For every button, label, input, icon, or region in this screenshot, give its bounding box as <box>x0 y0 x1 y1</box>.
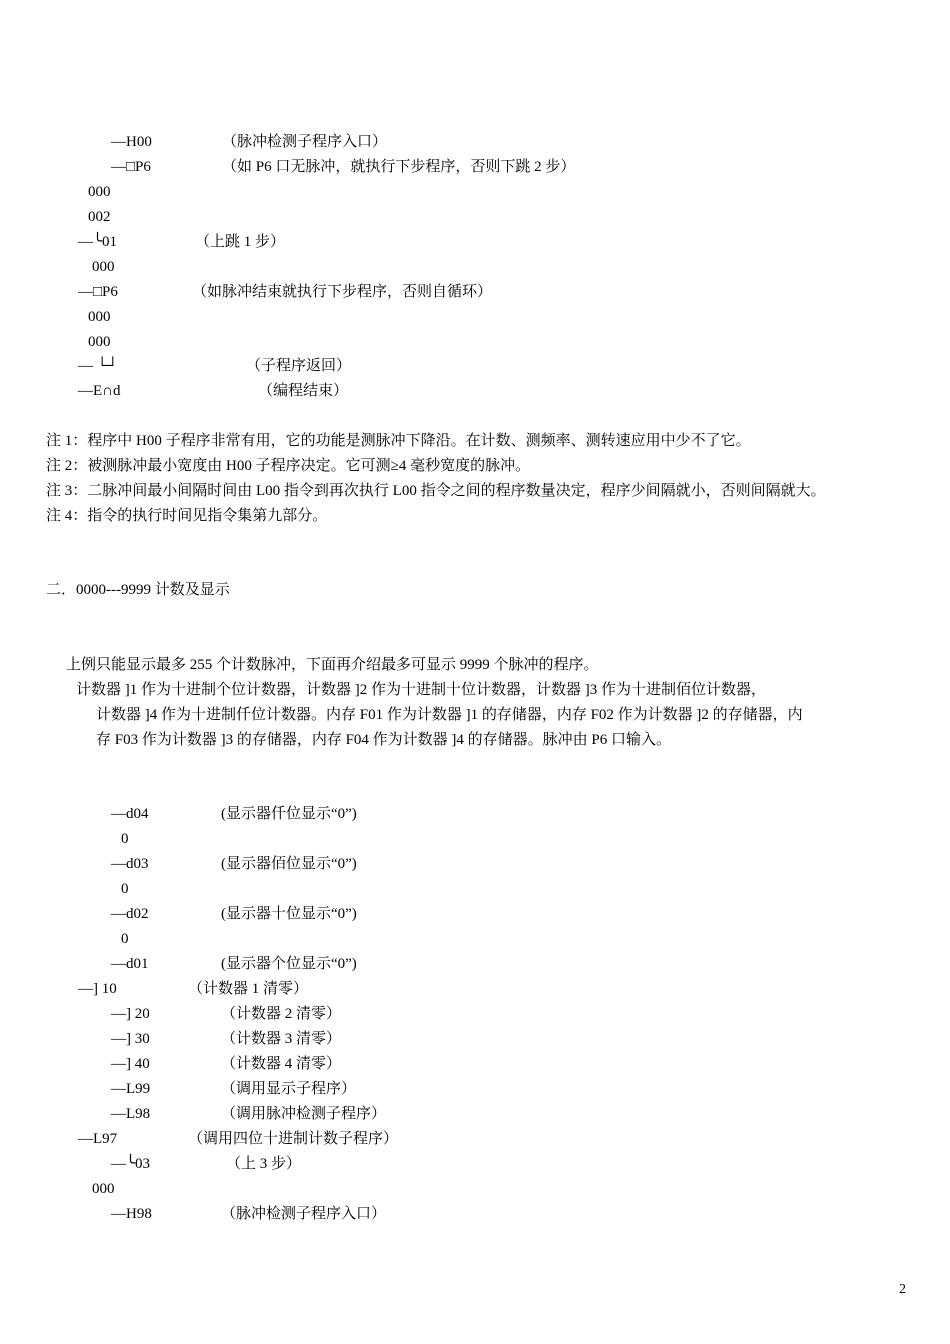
code-line: —L97 <box>78 1131 118 1147</box>
code-comment: （计数器 4 清零） <box>221 1056 342 1072</box>
code-line: 002 <box>88 209 111 225</box>
code-line: —] 10 <box>78 981 117 997</box>
code-line: —d02 <box>111 906 149 922</box>
code-comment: （上 3 步） <box>226 1156 302 1172</box>
code-comment: （计数器 2 清零） <box>221 1006 342 1022</box>
code-comment: （调用四位十进制计数子程序） <box>188 1131 399 1147</box>
paragraph-line: 计数器 ]1 作为十进制个位计数器，计数器 ]2 作为十进制十位计数器，计数器 ]3 作为十进制佰位计数器， <box>76 682 766 698</box>
code-line: —□P6 <box>111 159 151 175</box>
paragraph-line: 存 F03 作为计数器 ]3 的存储器，内存 F04 作为计数器 ]4 的存储器。脉冲由 P6 口输入。 <box>96 732 672 748</box>
code-line: 0 <box>121 831 129 847</box>
paragraph-line: 计数器 ]4 作为十进制仟位计数器。内存 F01 作为计数器 ]1 的存储器，内存 F02 作为计数器 ]2 的存储器，内 <box>96 707 803 723</box>
code-line: —H98 <box>111 1206 152 1222</box>
code-comment: （子程序返回） <box>246 358 352 374</box>
note-line: 注 2：被测脉冲最小宽度由 H00 子程序决定。它可测≥4 毫秒宽度的脉冲。 <box>46 458 531 474</box>
code-line: —L99 <box>111 1081 151 1097</box>
code-line: 000 <box>88 334 111 350</box>
paragraph-line: 上例只能显示最多 255 个计数脉冲，下面再介绍最多可显示 9999 个脉冲的程序。 <box>66 657 599 673</box>
code-line: 0 <box>121 881 129 897</box>
code-line: 000 <box>92 1181 115 1197</box>
code-line: —H00 <box>111 134 152 150</box>
code-comment: (显示器个位显示“0”) <box>221 956 357 972</box>
code-line: 000 <box>88 184 111 200</box>
page-number: 2 <box>899 1282 906 1297</box>
code-comment: （脉冲检测子程序入口） <box>221 1206 387 1222</box>
section-heading: 二．0000---9999 计数及显示 <box>46 582 230 598</box>
code-comment: (显示器仟位显示“0”) <box>221 806 357 822</box>
code-comment: （计数器 1 清零） <box>188 981 309 997</box>
note-line: 注 3：二脉冲间最小间隔时间由 L00 指令到再次执行 L00 指令之间的程序数量决定，程序少间隔就小，否则间隔就大。 <box>46 483 826 499</box>
code-line: —d01 <box>111 956 149 972</box>
code-line: 000 <box>88 309 111 325</box>
code-line: —] 20 <box>111 1006 150 1022</box>
code-line: — └┘ <box>78 358 119 374</box>
code-line: —d04 <box>111 806 149 822</box>
code-line: —□P6 <box>78 284 118 300</box>
code-comment: （编程结束） <box>258 383 349 399</box>
code-comment: （调用脉冲检测子程序） <box>221 1106 387 1122</box>
code-comment: （调用显示子程序） <box>221 1081 357 1097</box>
code-line: 000 <box>92 259 115 275</box>
note-line: 注 4：指令的执行时间见指令集第九部分。 <box>46 508 328 524</box>
note-line: 注 1：程序中 H00 子程序非常有用，它的功能是测脉冲下降沿。在计数、测频率、测转速应用中少不了它。 <box>46 433 751 449</box>
code-line: —╰01 <box>78 234 118 250</box>
code-line: —E∩d <box>78 383 121 399</box>
code-comment: （如脉冲结束就执行下步程序，否则自循环） <box>192 284 493 300</box>
code-comment: （如 P6 口无脉冲，就执行下步程序，否则下跳 2 步） <box>222 159 576 175</box>
code-line: —╰03 <box>111 1156 151 1172</box>
code-comment: （上跳 1 步） <box>195 234 286 250</box>
code-line: —] 40 <box>111 1056 150 1072</box>
code-line: 0 <box>121 931 129 947</box>
code-comment: (显示器佰位显示“0”) <box>221 856 357 872</box>
code-comment: （计数器 3 清零） <box>221 1031 342 1047</box>
code-comment: (显示器十位显示“0”) <box>221 906 357 922</box>
code-comment: （脉冲检测子程序入口） <box>222 134 388 150</box>
code-line: —] 30 <box>111 1031 150 1047</box>
code-line: —L98 <box>111 1106 151 1122</box>
code-line: —d03 <box>111 856 149 872</box>
